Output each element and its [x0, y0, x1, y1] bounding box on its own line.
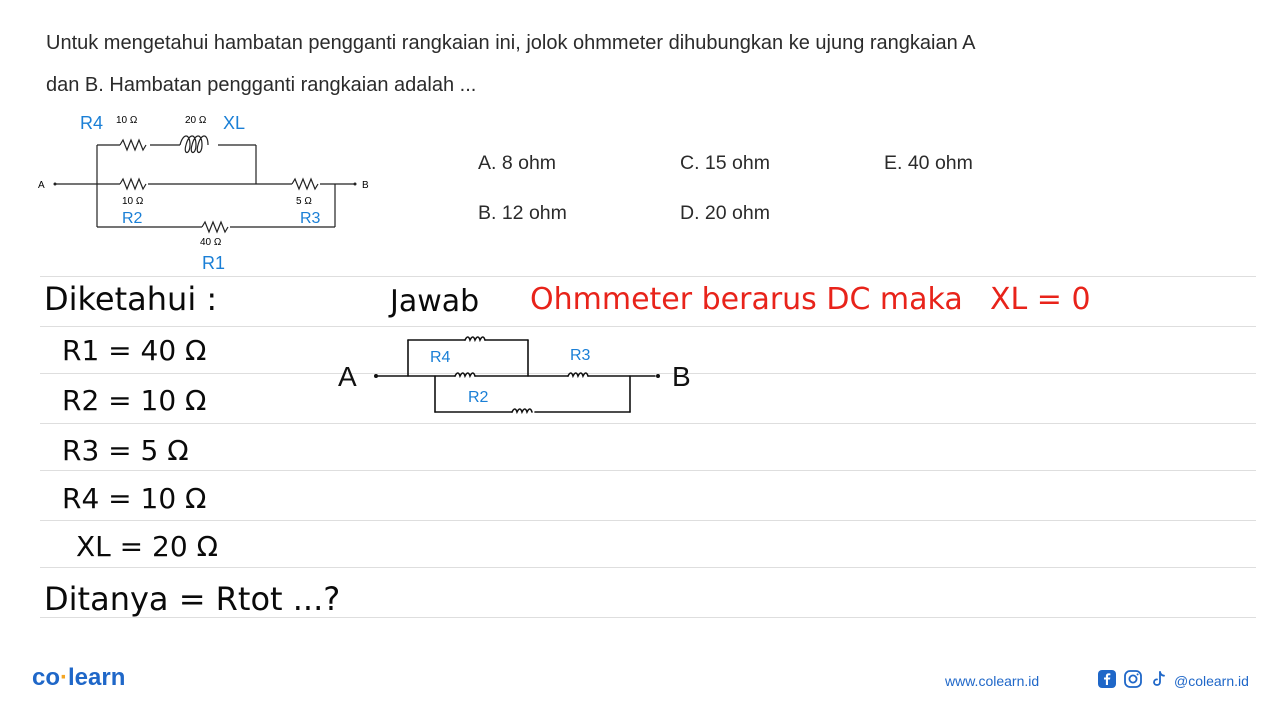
r1-tag: R1 — [202, 253, 226, 273]
sketch-r2-label: R2 — [468, 389, 489, 406]
r4-value: 10 Ω — [116, 115, 138, 126]
social-handle[interactable]: @colearn.id — [1174, 673, 1249, 689]
option-e: E. 40 ohm — [884, 152, 973, 174]
hw-r1: R1 = 40 Ω — [62, 334, 207, 367]
hw-statement: Ohmmeter berarus DC maka — [530, 282, 963, 317]
r2-tag: R2 — [122, 210, 143, 227]
tiktok-icon[interactable] — [1149, 669, 1169, 689]
sketch-r3-label: R3 — [570, 347, 591, 364]
question-text — [46, 22, 1236, 106]
hw-r2: R2 = 10 Ω — [62, 384, 207, 417]
circuit-diagram — [30, 105, 390, 275]
colearn-logo — [32, 664, 125, 692]
hw-jawab: Jawab — [390, 284, 480, 319]
r3-value: 5 Ω — [296, 196, 312, 207]
option-a: A. 8 ohm — [478, 152, 557, 174]
equivalent-circuit-sketch — [330, 330, 710, 425]
rule-line — [40, 470, 1256, 471]
hw-xl: XL = 20 Ω — [76, 530, 218, 563]
hw-r3: R3 = 5 Ω — [62, 434, 189, 467]
r4-tag: R4 — [80, 113, 104, 133]
sketch-r4-label: R4 — [430, 349, 451, 366]
option-b: B. 12 ohm — [478, 202, 567, 224]
rule-line — [40, 276, 1256, 277]
rule-line — [40, 326, 1256, 327]
hw-r4: R4 = 10 Ω — [62, 482, 207, 515]
question-line-2: dan B. Hambatan pengganti rangkaian adalah ... — [46, 74, 477, 96]
r1-value: 40 Ω — [200, 237, 222, 248]
question-line-1: Untuk mengetahui hambatan pengganti rangkaian ini, jolok ohmmeter dihubungkan ke ujung rangkaian A — [46, 32, 976, 54]
sketch-b-label: B — [672, 361, 691, 392]
option-c: C. 15 ohm — [680, 152, 770, 174]
xl-value: 20 Ω — [185, 115, 207, 126]
hw-ditanya: Ditanya = Rtot ...? — [44, 580, 341, 618]
facebook-icon[interactable] — [1097, 669, 1117, 689]
logo-dot: · — [60, 664, 69, 691]
logo-learn: learn — [68, 664, 126, 691]
option-d: D. 20 ohm — [680, 202, 770, 224]
sketch-a-label: A — [338, 361, 357, 392]
r3-tag: R3 — [300, 210, 321, 227]
xl-tag: XL — [223, 113, 246, 133]
rule-line — [40, 567, 1256, 568]
hw-diketahui: Diketahui : — [44, 280, 218, 318]
node-a-label: A — [38, 180, 45, 191]
instagram-icon[interactable] — [1123, 669, 1143, 689]
website-link[interactable]: www.colearn.id — [945, 673, 1040, 689]
node-b-label: B — [362, 180, 369, 191]
logo-co: co — [32, 664, 61, 691]
hw-xl-zero: XL = 0 — [990, 282, 1091, 317]
rule-line — [40, 520, 1256, 521]
r2-value: 10 Ω — [122, 196, 144, 207]
